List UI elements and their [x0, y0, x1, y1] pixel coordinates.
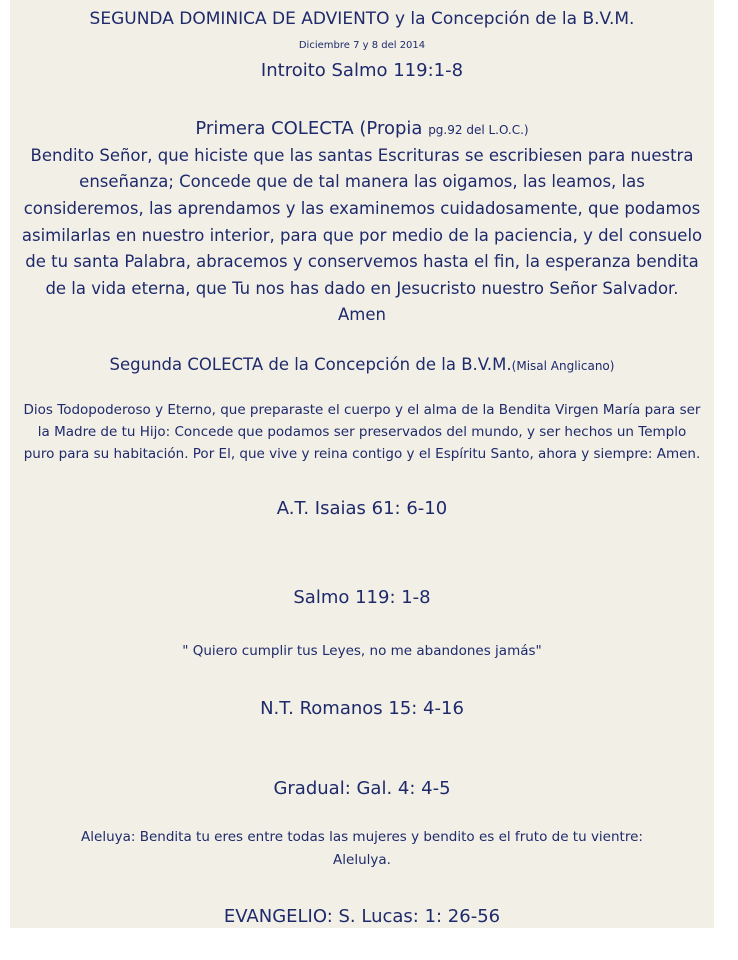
first-collect-title: Primera COLECTA (Propia — [195, 118, 423, 139]
alleluia-line: Alelulya. — [333, 852, 391, 868]
first-collect-line: asimilarlas en nuestro interior, para que por medio de la paciencia, y del consuelo — [21, 226, 703, 245]
psalm-heading: Salmo 119: 1-8 — [293, 587, 431, 608]
first-collect-heading — [10, 118, 714, 139]
first-collect-line: de la vida eterna, que Tu nos has dado en Jesucristo nuestro Señor Salvador. — [45, 279, 679, 298]
second-collect-title: Segunda COLECTA de la Concepción de la B.V.M. — [109, 355, 512, 374]
second-collect-heading — [10, 355, 714, 374]
antiphon: " Quiero cumplir tus Leyes, no me abandones jamás" — [182, 643, 542, 659]
second-collect-line: la Madre de tu Hijo: Concede que podamos ser preservados del mundo, y ser hechos un Templo — [37, 424, 687, 440]
introit-heading: Introito Salmo 119:1-8 — [260, 60, 464, 81]
first-collect-line: Bendito Señor, que hiciste que las santas Escrituras se escribiesen para nuestra — [30, 146, 694, 165]
second-collect-line: Dios Todopoderoso y Eterno, que preparaste el cuerpo y el alma de la Bendita Virgen María para ser — [23, 402, 701, 418]
gospel-reading: EVANGELIO: S. Lucas: 1: 26-56 — [223, 906, 501, 927]
first-collect-amen: Amen — [338, 305, 386, 324]
first-collect-source: pg.92 del L.O.C.) — [428, 123, 529, 137]
new-testament-reading: N.T. Romanos 15: 4-16 — [260, 698, 464, 719]
first-collect-line: consideremos, las aprendamos y las examinemos cuidadosamente, que podamos — [23, 199, 701, 218]
document-title: SEGUNDA DOMINICA DE ADVIENTO y la Concepción de la B.V.M. — [89, 9, 635, 29]
gradual: Gradual: Gal. 4: 4-5 — [273, 778, 451, 799]
first-collect-line: enseñanza; Concede que de tal manera las oigamos, las leamos, las — [79, 172, 645, 191]
first-collect-line: de tu santa Palabra, abracemos y conservemos hasta el fin, la esperanza bendita — [25, 252, 699, 271]
date-line: Diciembre 7 y 8 del 2014 — [298, 40, 426, 51]
document-page — [10, 0, 714, 928]
alleluia-line: Aleluya: Bendita tu eres entre todas las mujeres y bendito es el fruto de tu vientre: — [81, 829, 643, 845]
second-collect-line: puro para su habitación. Por El, que vive y reina contigo y el Espíritu Santo, ahora y siempre: Amen. — [23, 446, 701, 462]
old-testament-reading: A.T. Isaias 61: 6-10 — [276, 498, 448, 519]
second-collect-source: (Misal Anglicano) — [511, 359, 615, 373]
